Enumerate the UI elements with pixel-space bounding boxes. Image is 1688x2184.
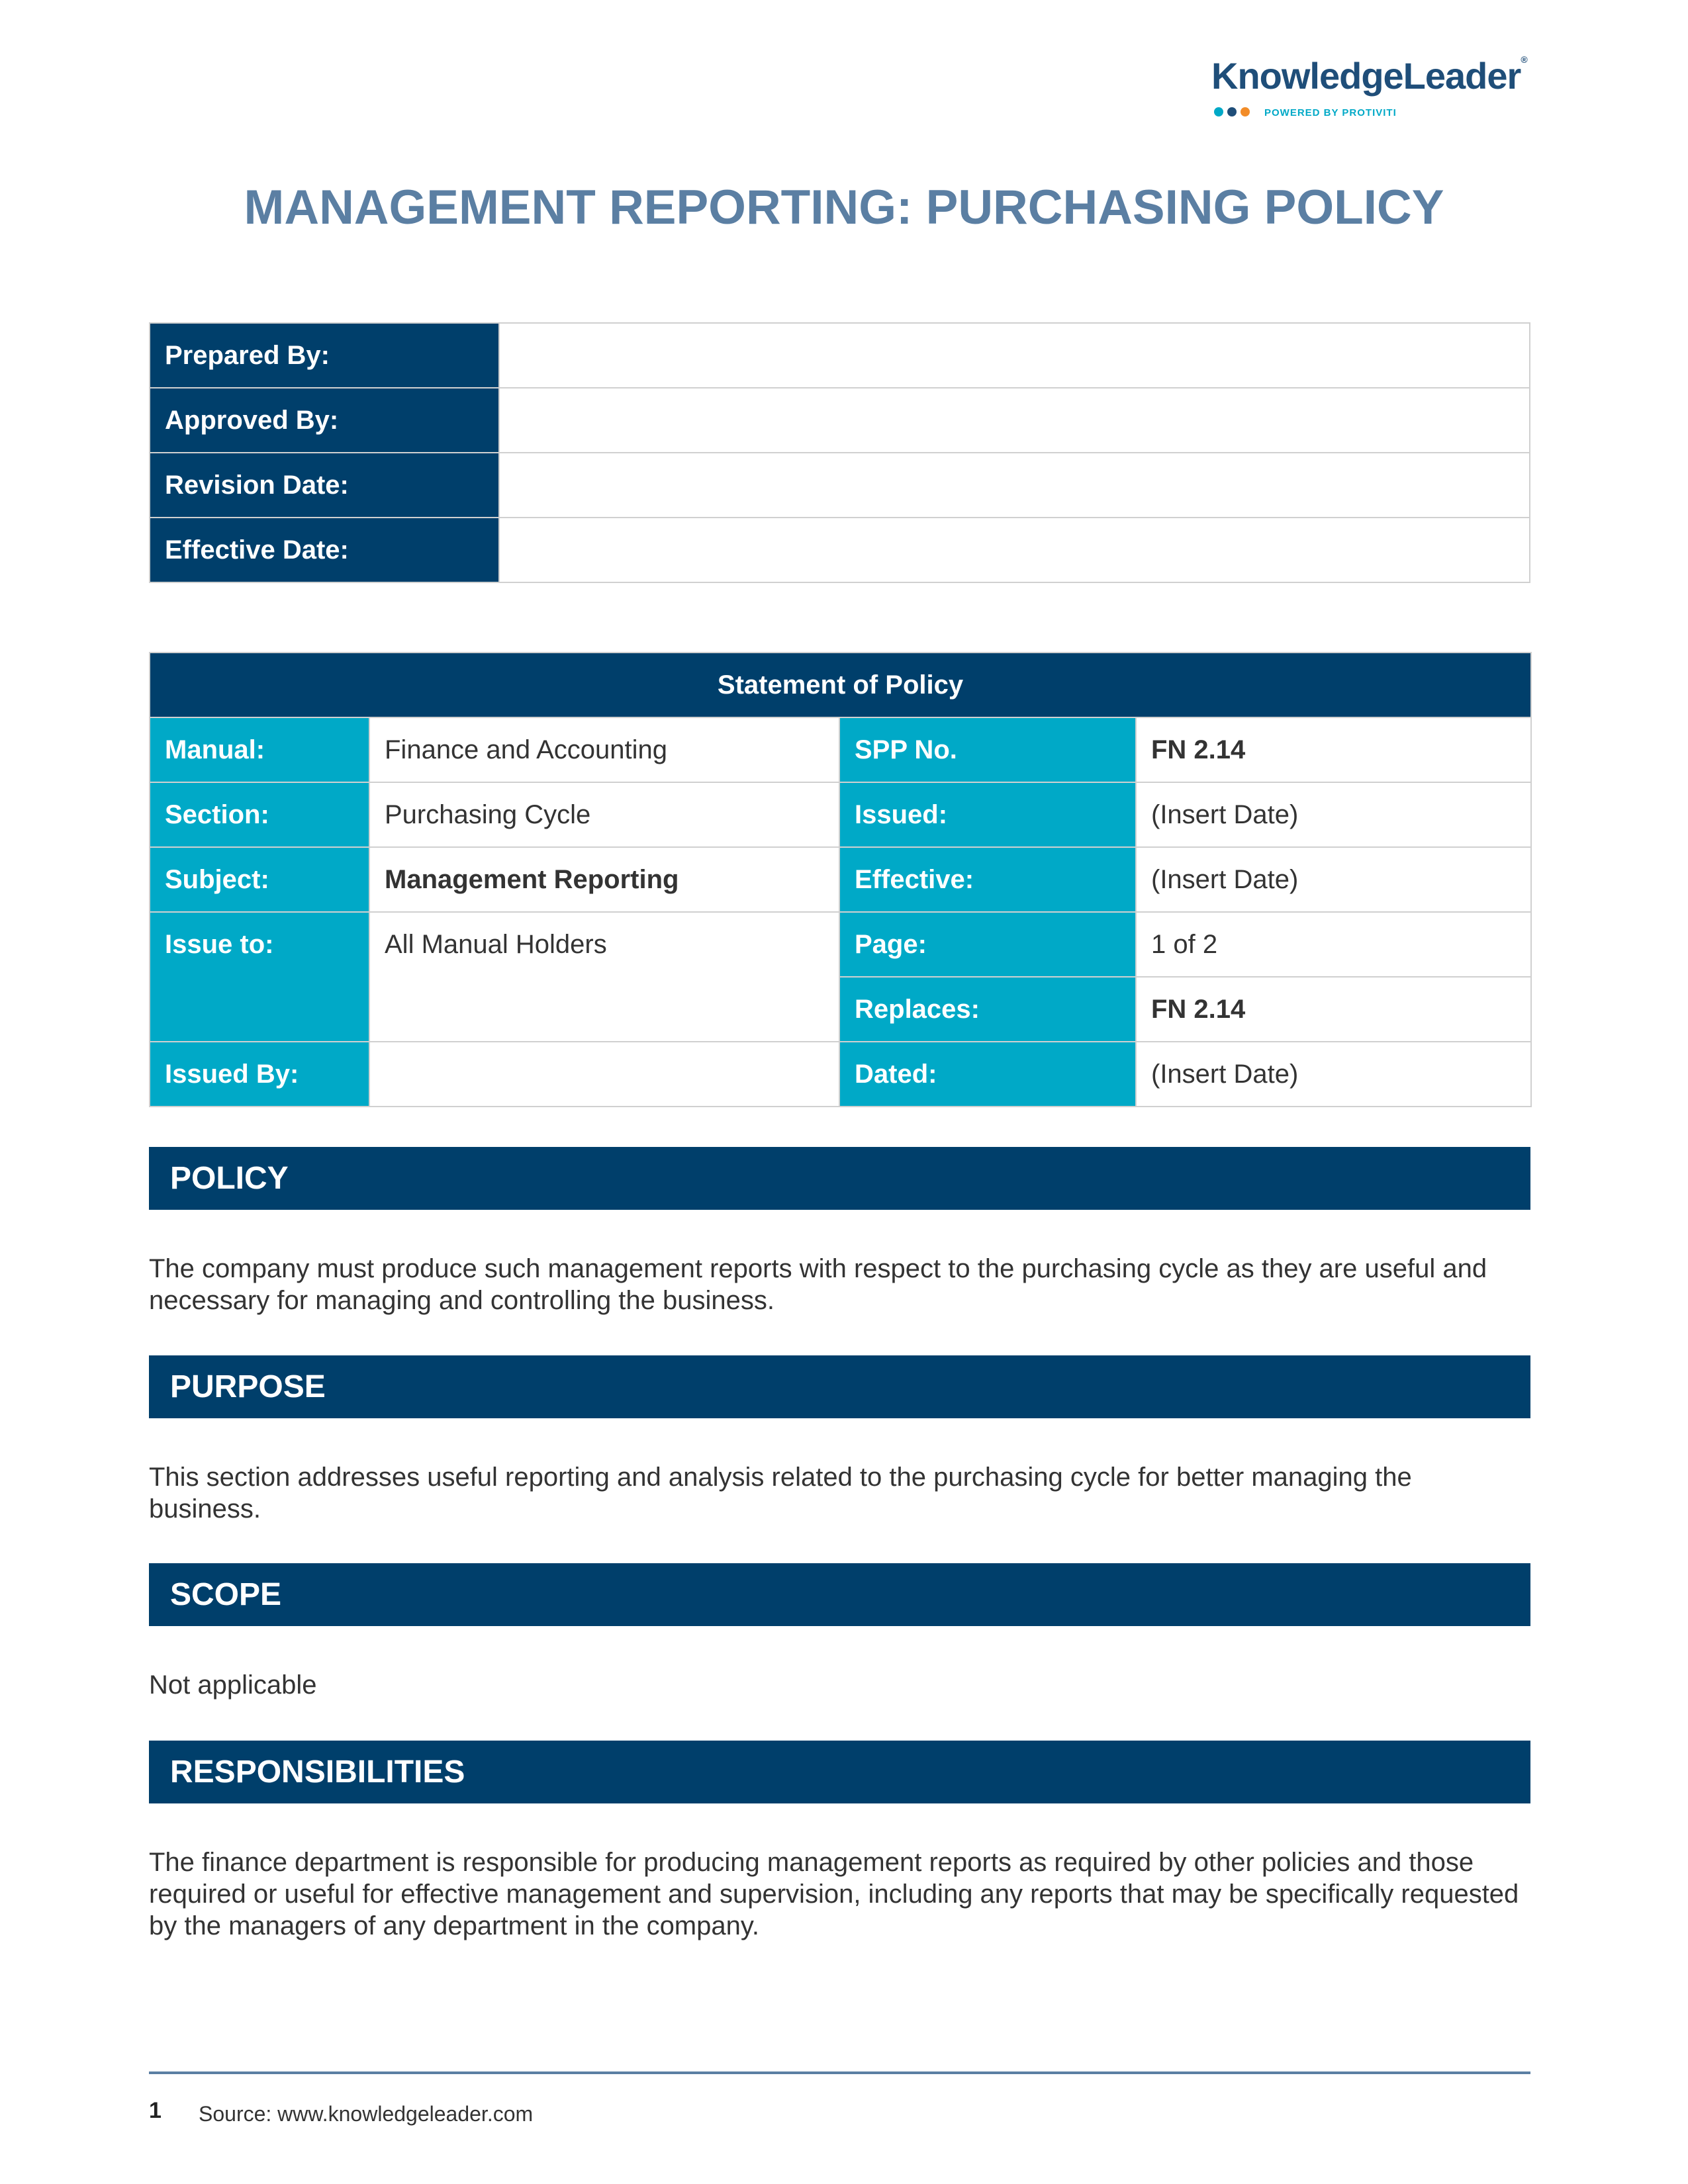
logo-brand-text: KnowledgeLeader	[1211, 55, 1521, 97]
table-row	[150, 653, 1531, 717]
table-row	[150, 912, 1531, 977]
approved-by-label: Approved By:	[150, 388, 499, 453]
issued-by-label: Issued By:	[150, 1042, 369, 1107]
scope-heading: SCOPE	[149, 1563, 1530, 1626]
table-row	[150, 1042, 1531, 1107]
effective-date-field[interactable]	[499, 518, 1530, 582]
policy-text: The company must produce such management reports with respect to the purchasing cycle as they are useful and necessary for managing and controlling the business.	[149, 1254, 1487, 1315]
section-value: Purchasing Cycle	[369, 782, 839, 847]
revision-date-field[interactable]	[499, 453, 1530, 518]
footer-divider	[149, 2071, 1530, 2074]
effective-label: Effective:	[839, 847, 1136, 912]
subject-value: Management Reporting	[369, 847, 839, 912]
section-label: Section:	[150, 782, 369, 847]
statement-of-policy-table	[149, 652, 1532, 1107]
policy-heading: POLICY	[149, 1147, 1530, 1210]
table-row	[150, 717, 1531, 782]
statement-header: Statement of Policy	[150, 653, 1531, 717]
page-value: 1 of 2	[1136, 912, 1531, 977]
purpose-heading: PURPOSE	[149, 1355, 1530, 1418]
dated-label: Dated:	[839, 1042, 1136, 1107]
purpose-text: This section addresses useful reporting and analysis related to the purchasing cycle for better managing the business.	[149, 1463, 1412, 1524]
replaces-label: Replaces:	[839, 977, 1136, 1042]
scope-text: Not applicable	[149, 1670, 317, 1700]
logo-dot-navy	[1227, 107, 1237, 116]
issue-to-label: Issue to:	[150, 912, 369, 1042]
issue-to-value: All Manual Holders	[369, 912, 839, 1042]
responsibilities-text: The finance department is responsible for producing management reports as required by other policies and those required or useful for effective management and supervision, including any reports that may be specifically requested by the managers of any department in the company.	[149, 1848, 1519, 1940]
logo-tagline: POWERED BY PROTIVITI	[1264, 107, 1397, 118]
logo-dot-teal	[1214, 107, 1223, 116]
logo-wordmark	[1211, 54, 1527, 97]
knowledgeleader-logo	[1211, 54, 1529, 127]
approval-table	[149, 322, 1530, 583]
effective-value: (Insert Date)	[1136, 847, 1531, 912]
issued-value: (Insert Date)	[1136, 782, 1531, 847]
table-row	[150, 847, 1531, 912]
prepared-by-label: Prepared By:	[150, 323, 499, 388]
revision-date-label: Revision Date:	[150, 453, 499, 518]
dated-value: (Insert Date)	[1136, 1042, 1531, 1107]
footer-source: Source: www.knowledgeleader.com	[199, 2102, 534, 2126]
table-row	[150, 518, 1530, 582]
replaces-value: FN 2.14	[1136, 977, 1531, 1042]
responsibilities-heading: RESPONSIBILITIES	[149, 1741, 1530, 1803]
table-row	[150, 782, 1531, 847]
manual-label: Manual:	[150, 717, 369, 782]
effective-date-label: Effective Date:	[150, 518, 499, 582]
manual-value: Finance and Accounting	[369, 717, 839, 782]
issued-by-value[interactable]	[369, 1042, 839, 1107]
prepared-by-field[interactable]	[499, 323, 1530, 388]
table-row	[150, 323, 1530, 388]
page-label: Page:	[839, 912, 1136, 977]
spp-label: SPP No.	[839, 717, 1136, 782]
approved-by-field[interactable]	[499, 388, 1530, 453]
logo-dot-orange	[1241, 107, 1250, 116]
spp-value: FN 2.14	[1136, 717, 1531, 782]
subject-label: Subject:	[150, 847, 369, 912]
page-title: MANAGEMENT REPORTING: PURCHASING POLICY	[244, 181, 1444, 234]
issued-label: Issued:	[839, 782, 1136, 847]
table-row	[150, 453, 1530, 518]
footer-page-number: 1	[149, 2098, 162, 2123]
logo-trademark: ®	[1521, 54, 1527, 65]
table-row	[150, 388, 1530, 453]
